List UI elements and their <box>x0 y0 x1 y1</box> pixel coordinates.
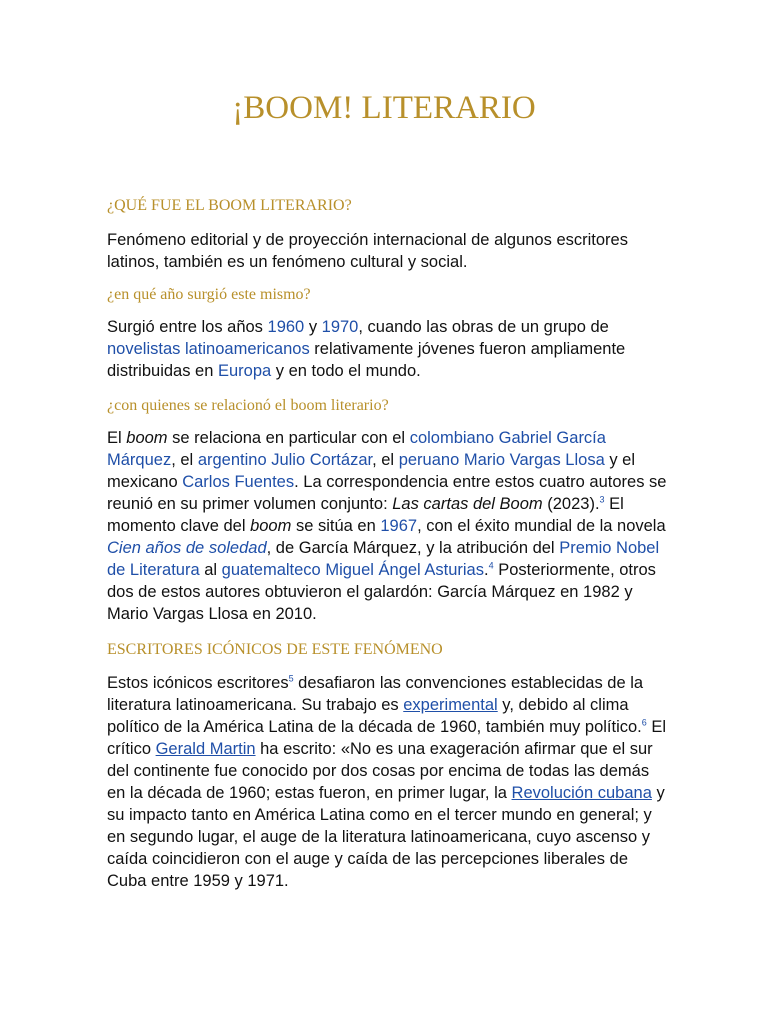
link-cortazar[interactable]: argentino Julio Cortázar <box>197 451 373 469</box>
text-span: , cuando las obras de un grupo de <box>358 318 609 336</box>
text-span: . La correspondencia entre estos cuatro autores se reunió en su primer volumen conjunto: <box>107 473 667 513</box>
link-1970[interactable]: 1970 <box>321 318 359 336</box>
link-premio-nobel[interactable]: Premio Nobel de Literatura <box>107 539 660 579</box>
footnote-5[interactable]: 5 <box>288 673 294 684</box>
page-title: ¡BOOM! LITERARIO <box>232 90 536 126</box>
footnote-4[interactable]: 4 <box>488 560 494 571</box>
text-span: se sitúa en <box>291 517 381 535</box>
link-garcia-marquez[interactable]: colombiano Gabriel García Márquez <box>107 429 606 469</box>
paragraph-relacion <box>107 427 667 625</box>
section-heading-que-fue: ¿QUÉ FUE EL BOOM LITERARIO? <box>107 197 352 214</box>
text-span: y, debido al clima político de la América Latina de la década de 1960, también muy político. <box>107 696 642 736</box>
text-span: y en todo el mundo. <box>271 362 421 380</box>
text-span: El <box>107 429 127 447</box>
paragraph-escritores <box>107 672 667 892</box>
paragraph-surgio <box>107 316 667 382</box>
text-span: ha escrito: «No es una exageración afirmar que el sur del continente fue conocido por dos cosas por encima de todas las demás en la década de 1960; estas fueron, en primer lugar, la <box>107 740 653 802</box>
link-gerald-martin[interactable]: Gerald Martin <box>155 740 256 758</box>
text-span: . <box>484 561 489 579</box>
italic-las-cartas: Las cartas del Boom <box>392 495 543 513</box>
text-span: relativamente jóvenes fueron ampliamente distribuidas en <box>107 340 626 380</box>
text-span: , el <box>171 451 198 469</box>
footnote-6[interactable]: 6 <box>641 717 647 728</box>
text-span: al <box>199 561 222 579</box>
text-span: y el mexicano <box>107 451 636 491</box>
section-heading-en-que-ano: ¿en qué año surgió este mismo? <box>107 286 311 303</box>
text-span: , de García Márquez, y la atribución del <box>266 539 560 557</box>
text-span: desafiaron las convenciones establecidas de la literatura latinoamericana. Su trabajo es <box>107 674 644 714</box>
italic-boom: boom <box>250 517 292 535</box>
italic-boom: boom <box>126 429 168 447</box>
link-1967[interactable]: 1967 <box>380 517 418 535</box>
link-1960[interactable]: 1960 <box>267 318 305 336</box>
text-span: Estos icónicos escritores <box>107 674 289 692</box>
text-span: , con el éxito mundial de la novela <box>417 517 666 535</box>
section-heading-escritores: ESCRITORES ICÓNICOS DE ESTE FENÓMENO <box>107 641 443 658</box>
link-cien-anos[interactable]: Cien años de soledad <box>107 539 267 557</box>
link-experimental[interactable]: experimental <box>403 696 498 714</box>
text-span: , el <box>372 451 399 469</box>
text-span: El momento clave del <box>107 495 624 535</box>
link-novelistas-latinoamericanos[interactable]: novelistas latinoamericanos <box>107 340 310 358</box>
section-heading-con-quienes: ¿con quienes se relacionó el boom literario? <box>107 397 389 414</box>
link-carlos-fuentes[interactable]: Carlos Fuentes <box>182 473 295 491</box>
link-europa[interactable]: Europa <box>217 362 272 380</box>
footnote-3[interactable]: 3 <box>599 494 605 505</box>
link-asturias[interactable]: guatemalteco Miguel Ángel Asturias <box>221 561 484 579</box>
text-span: y su impacto tanto en América Latina como en el tercer mundo en general; y en segundo lugar, el auge de la literatura latinoamericana, cuyo ascenso y caída coincidieron con el auge y caída de las percepciones liberales de Cuba entre 1959 y 1971. <box>107 784 665 890</box>
text-span: y <box>304 318 322 336</box>
text-span: El crítico <box>107 718 667 758</box>
paragraph-definition: Fenómeno editorial y de proyección internacional de algunos escritores latinos, también es un fenómeno cultural y social. <box>107 231 628 271</box>
text-span: se relaciona en particular con el <box>167 429 410 447</box>
text-span: Posteriormente, otros dos de estos autores obtuvieron el galardón: García Márquez en 1982 y Mario Vargas Llosa en 2010. <box>107 561 656 623</box>
text-span: (2023). <box>542 495 600 513</box>
link-revolucion-cubana[interactable]: Revolución cubana <box>511 784 652 802</box>
text-span: Surgió entre los años <box>107 318 268 336</box>
link-vargas-llosa[interactable]: peruano Mario Vargas Llosa <box>398 451 605 469</box>
